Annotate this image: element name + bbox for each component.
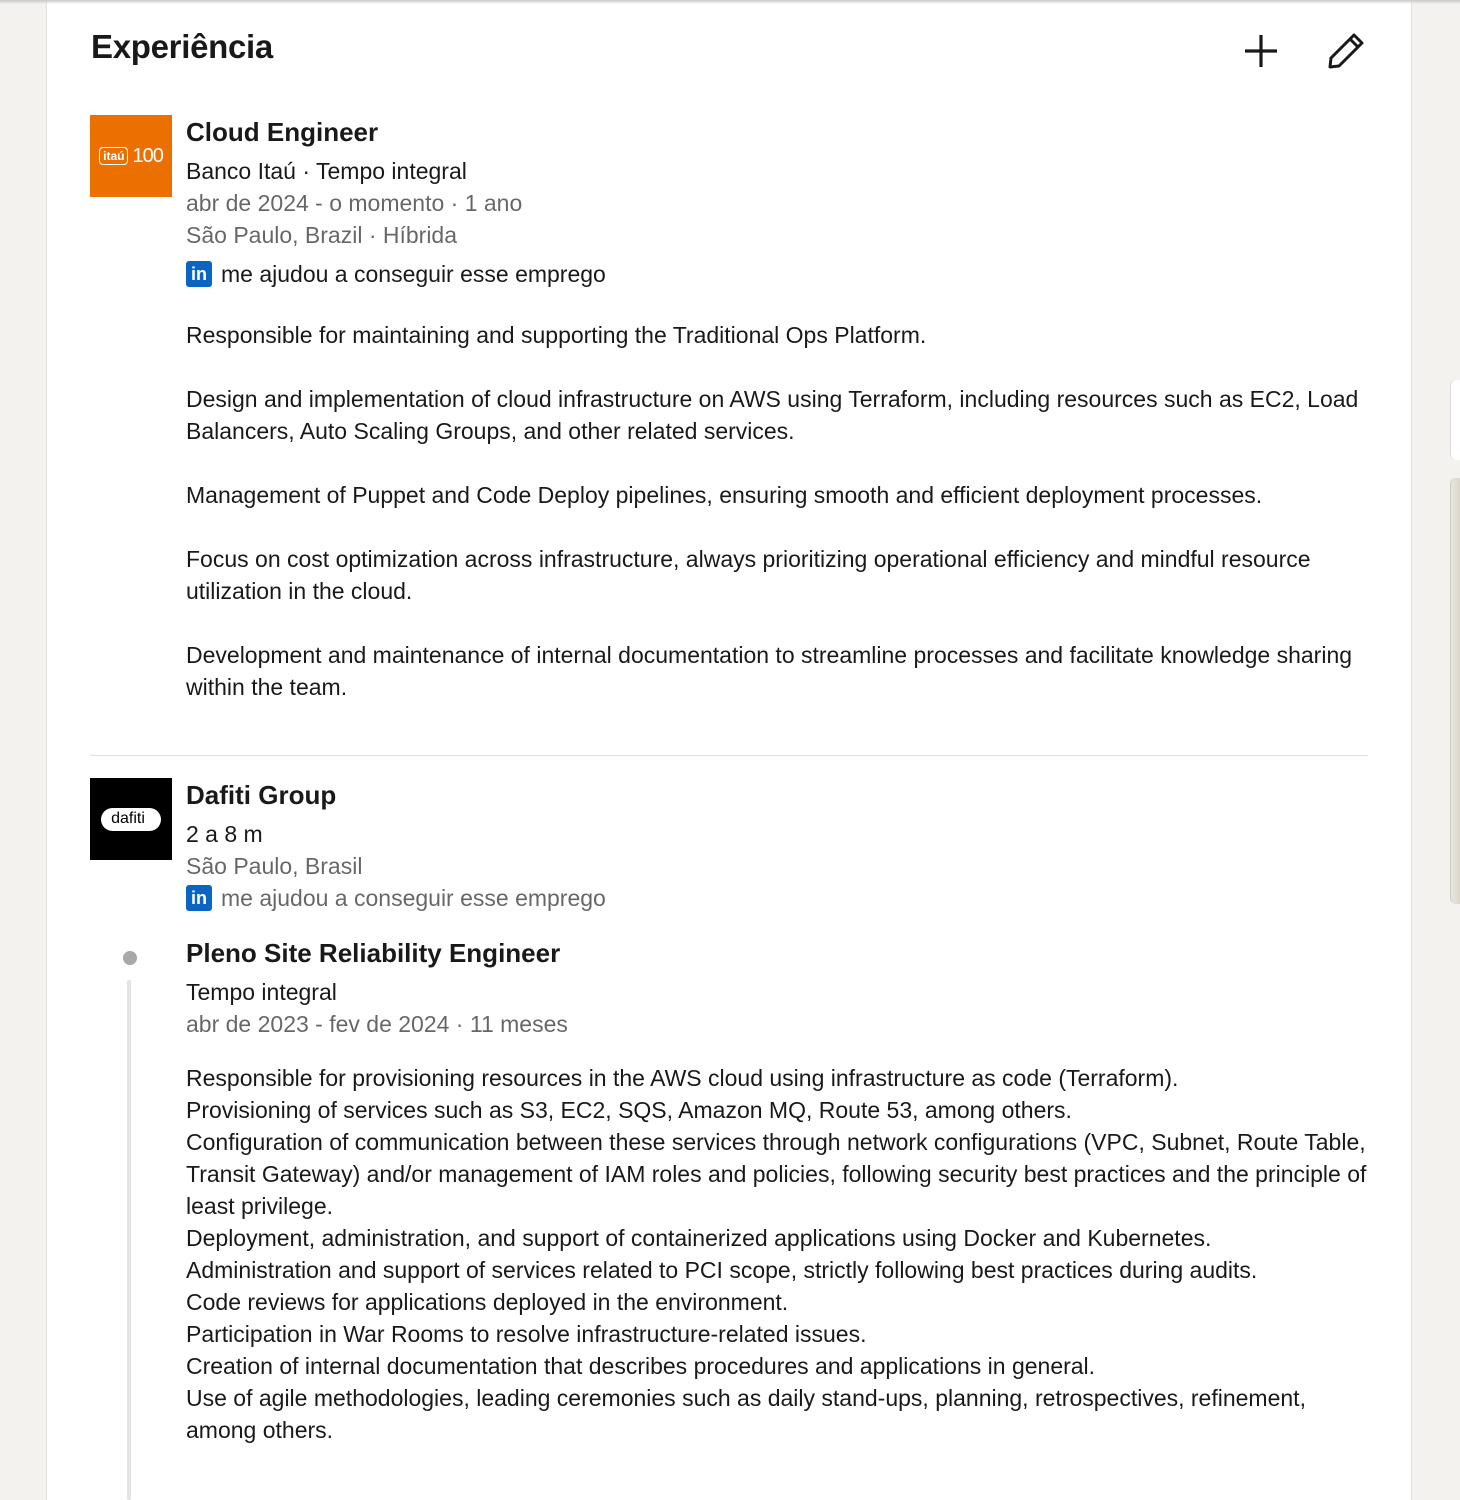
- description-paragraph: Design and implementation of cloud infrastructure on AWS using Terraform, including resources such as EC2, Load Balancers, Auto Scaling Groups, and other related services.: [186, 386, 1359, 444]
- description-paragraph: Management of Puppet and Code Deploy pipelines, ensuring smooth and efficient deployment processes.: [186, 482, 1263, 508]
- description-line: Participation in War Rooms to resolve infrastructure-related issues.: [186, 1321, 867, 1347]
- timeline-dot: [123, 951, 137, 965]
- window-top-shadow: [0, 0, 1460, 4]
- helped-text: me ajudou a conseguir esse emprego: [221, 885, 606, 911]
- company-location: São Paulo, Brasil: [186, 853, 363, 879]
- company-name[interactable]: Dafiti Group: [186, 780, 337, 810]
- description-line: Code reviews for applications deployed in the environment.: [186, 1289, 789, 1315]
- linkedin-icon: in: [186, 885, 212, 911]
- dafiti-logo[interactable]: [90, 778, 172, 860]
- job-location: São Paulo, Brazil · Híbrida: [186, 222, 458, 248]
- edit-experience-button[interactable]: [1323, 28, 1369, 74]
- right-rail-image: [1450, 478, 1460, 904]
- description-paragraph: Focus on cost optimization across infrastructure, always prioritizing operational efficiency and mindful resource utilization in the cloud.: [186, 546, 1311, 604]
- timeline-line: [127, 980, 131, 1500]
- add-experience-button[interactable]: [1238, 28, 1284, 74]
- description-line: Creation of internal documentation that describes procedures and applications in general.: [186, 1353, 1096, 1379]
- job-description: [186, 319, 1371, 703]
- entry-divider: [90, 755, 1368, 756]
- pencil-icon: [1327, 32, 1365, 70]
- description-line: Responsible for provisioning resources in the AWS cloud using infrastructure as code (Terraform).: [186, 1065, 1179, 1091]
- job-dates: abr de 2024 - o momento · 1 ano: [186, 190, 523, 216]
- company-line: Banco Itaú · Tempo integral: [186, 158, 467, 184]
- description-line: Deployment, administration, and support of containerized applications using Docker and Kubernetes.: [186, 1225, 1212, 1251]
- description-paragraph: Responsible for maintaining and supporting the Traditional Ops Platform.: [186, 322, 927, 348]
- job-title[interactable]: Cloud Engineer: [186, 117, 379, 147]
- dafiti-logo-text: dafiti: [101, 808, 161, 831]
- description-line: Provisioning of services such as S3, EC2, SQS, Amazon MQ, Route 53, among others.: [186, 1097, 1072, 1123]
- experience-section: [46, 0, 1412, 1500]
- helped-row: [186, 259, 606, 289]
- plus-icon: [1243, 33, 1279, 69]
- role-description: [186, 1062, 1371, 1446]
- helped-text: me ajudou a conseguir esse emprego: [221, 261, 606, 287]
- role-title[interactable]: Pleno Site Reliability Engineer: [186, 938, 561, 968]
- linkedin-icon: in: [186, 261, 212, 287]
- role-type: Tempo integral: [186, 979, 337, 1005]
- helped-row: [186, 883, 606, 913]
- right-rail-card: [1450, 380, 1460, 460]
- role-dates: abr de 2023 - fev de 2024 · 11 meses: [186, 1011, 568, 1037]
- itau-logo[interactable]: [90, 115, 172, 197]
- itau-logo-mark: itaú: [99, 147, 128, 165]
- itau-logo-number: 100: [132, 144, 163, 167]
- description-line: Configuration of communication between these services through network configurations (VPC, Subnet, Route Table, Transit Gateway) and/or management of IAM roles and policies, following security best practices and the principle of least privilege.: [186, 1129, 1367, 1219]
- description-line: Use of agile methodologies, leading ceremonies such as daily stand-ups, planning, retrospectives, refinement, among others.: [186, 1385, 1306, 1443]
- description-line: Administration and support of services related to PCI scope, strictly following best practices during audits.: [186, 1257, 1258, 1283]
- description-paragraph: Development and maintenance of internal documentation to streamline processes and facilitate knowledge sharing within the team.: [186, 642, 1353, 700]
- section-title: Experiência: [91, 28, 273, 65]
- company-duration: 2 a 8 m: [186, 821, 263, 847]
